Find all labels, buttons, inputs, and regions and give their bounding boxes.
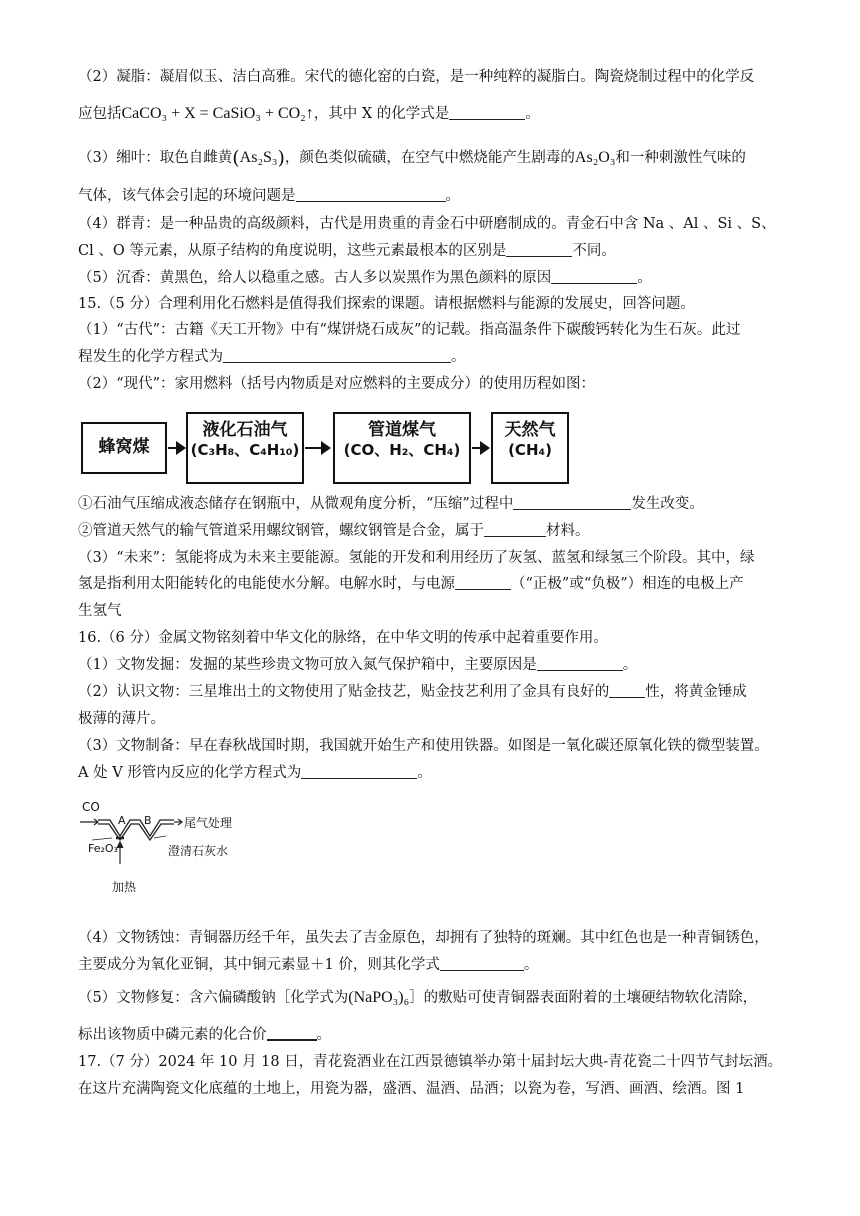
text: （5）沉香：黄黑色，给人以稳重之感。古人多以炭黑作为黑色颜料的原因 (78, 270, 552, 286)
text: ，其中 X 的化学式是 (313, 106, 450, 122)
label-b: B (144, 814, 152, 827)
flow-label: 液化石油气 (202, 420, 288, 440)
label-fe2o3: Fe₂O₃ (88, 842, 118, 855)
answer-blank[interactable] (455, 575, 511, 590)
q15-part3-line1: （3）“未来”：氢能将成为未来主要能源。氢能的开发和利用经历了灰氢、蓝氢和绿氢三个阶段。其中，绿 (78, 550, 755, 566)
answer-blank[interactable] (537, 656, 623, 671)
answer-blank[interactable] (506, 242, 572, 257)
label-limewater: 澄清石灰水 (168, 844, 229, 858)
label-tail-gas: 尾气处理 (184, 816, 233, 830)
flow-formula: (C₃H₈、C₄H₁₀) (190, 441, 300, 459)
text: 气体，该气体会引起的环境问题是 (78, 188, 296, 204)
q15-part1-line2 (78, 347, 466, 367)
text: ①石油气压缩成液态储存在钢瓶中，从微观角度分析，“压缩”过程中 (78, 496, 514, 512)
q14-part3-line2 (78, 186, 460, 206)
text: 材料。 (546, 523, 590, 539)
q16-part5-line2 (78, 1025, 331, 1045)
flow-arrow (168, 447, 184, 449)
q14-part4-line2 (78, 241, 616, 261)
flow-formula: (CO、H₂、CH₄) (343, 441, 461, 459)
text: 。 (451, 349, 466, 365)
text: 标出该物质中磷元素的化合价 (78, 1027, 267, 1043)
text: 。 (445, 188, 460, 204)
text: 程发生的化学方程式为 (78, 349, 223, 365)
flow-arrow (305, 447, 329, 449)
q16-part2-line2: 极薄的薄片。 (78, 711, 165, 727)
answer-blank[interactable] (484, 522, 546, 537)
text: 发生改变。 (631, 496, 704, 512)
text: A 处 V 形管内反应的化学方程式为 (78, 765, 302, 781)
text: （“正极”或“负极”）相连的电极上产 (511, 576, 744, 592)
answer-blank[interactable] (296, 187, 446, 202)
text: 主要成分为氧化亚铜，其中铜元素显＋1 价，则其化学式 (78, 957, 440, 973)
text: ②管道天然气的输气管道采用螺纹钢管，螺纹钢管是合金，属于 (78, 523, 484, 539)
answer-blank[interactable] (449, 105, 525, 120)
q14-part3-line1: （3）缃叶：取色自雌黄(As₂S₃)，颜色类似硫磺，在空气中燃烧能产生剧毒的As₂O₃和一种刺激性气味的 (78, 147, 746, 169)
text: 不同。 (572, 243, 616, 259)
q17-line2: 在这片充满陶瓷文化底蕴的土地上，用瓷为器，盛酒、温酒、品酒；以瓷为卷，写酒、画酒、绘酒。图 1 (78, 1081, 745, 1097)
answer-blank[interactable] (440, 956, 524, 971)
text: ，颜色类似硫磺，在空气中燃烧能产生剧毒的 (284, 150, 575, 166)
formula: As₂S₃ (239, 149, 278, 166)
q16-part4-line1: （4）文物锈蚀：青铜器历经千年，虽失去了吉金原色，却拥有了独特的斑斓。其中红色也是一种青铜锈色， (78, 930, 769, 946)
q15-part2: （2）“现代”：家用燃料（括号内物质是对应燃料的主要成分）的使用历程如图： (78, 376, 596, 392)
flow-arrow (472, 447, 488, 449)
label-co: CO (82, 800, 100, 814)
q16-part3-line2 (78, 763, 432, 783)
flow-box-honeycomb-coal (81, 422, 167, 474)
q16-title: 16.（6 分）金属文物铭刻着中华文化的脉络，在中华文明的传承中起着重要作用。 (78, 630, 608, 646)
text: （1）文物发掘：发掘的某些珍贵文物可放入氮气保护箱中，主要原因是 (78, 657, 537, 673)
q14-part2-line2 (78, 104, 540, 124)
text: 和一种刺激性气味的 (615, 150, 746, 166)
equation: CaCO₃ + X = CaSiO₃ + CO₂↑ (121, 105, 314, 122)
formula: As₂O₃ (574, 149, 616, 166)
text: （2）认识文物：三星堆出土的文物使用了贴金技艺，贴金技艺利用了金具有良好的 (78, 684, 610, 700)
formula: (NaPO₃)₆ (348, 989, 410, 1006)
text: （3）缃叶：取色自雌黄 (78, 150, 233, 166)
q15-sub1 (78, 494, 704, 514)
text: 。 (622, 657, 638, 673)
answer-blank[interactable] (223, 348, 451, 363)
q16-part3-line1: （3）文物制备：早在春秋战国时期，我国就开始生产和使用铁器。如图是一氧化碳还原氧化铁的微型装置。 (78, 738, 769, 754)
q14-part4-line1: （4）群青：是一种品贵的高级颜料，古代是用贵重的青金石中研磨制成的。青金石中含 Na 、Al 、Si 、S、 (78, 216, 776, 232)
q15-sub2 (78, 521, 590, 541)
q15-title: 15.（5 分）合理利用化石燃料是值得我们探索的课题。请根据燃料与能源的发展史，回答问题。 (78, 296, 695, 312)
text: 。 (525, 106, 540, 122)
answer-blank[interactable] (609, 683, 645, 698)
flow-label: 管道煤气 (368, 420, 436, 440)
text: 。 (316, 1027, 331, 1043)
q14-part2-line1: （2）凝脂：凝眉似玉、洁白高雅。宋代的德化窑的白瓷，是一种纯粹的凝脂白。陶瓷烧制过程中的化学反 (78, 69, 755, 85)
q16-part2-line1 (78, 682, 747, 702)
label-a: A (118, 814, 126, 827)
answer-blank[interactable] (513, 495, 631, 510)
text: ］的敷贴可使青铜器表面附着的土壤硬结物软化清除， (409, 990, 758, 1006)
q14-part5 (78, 268, 652, 288)
co-reduction-apparatus (78, 798, 258, 898)
flow-label: 蜂窝煤 (98, 437, 150, 457)
answer-blank[interactable] (551, 269, 637, 284)
q17-line1: 17.（7 分）2024 年 10 月 18 日，青花瓷酒业在江西景德镇举办第十届封坛大典-青花瓷二十四节气封坛酒。 (78, 1054, 783, 1070)
text: 。 (523, 957, 539, 973)
flow-box-pipe-gas (333, 412, 471, 484)
flow-formula: (CH₄) (508, 441, 552, 459)
answer-blank[interactable] (301, 764, 417, 779)
text: （5）文物修复：含六偏磷酸钠［化学式为 (78, 990, 349, 1006)
q16-part4-line2 (78, 955, 538, 975)
q16-part5-line1 (78, 988, 757, 1008)
text: 性，将黄金锤成 (645, 684, 747, 700)
q15-part1-line1: （1）“古代”：古籍《天工开物》中有“煤饼烧石成灰”的记载。指高温条件下碳酸钙转化为生石灰。此过 (78, 322, 741, 338)
q15-part3-line3: 生氢气 (78, 603, 122, 619)
answer-blank[interactable] (267, 1025, 317, 1041)
text: 。 (637, 270, 652, 286)
flow-box-lpg (186, 412, 304, 484)
text: 。 (417, 765, 432, 781)
q15-part3-line2 (78, 574, 744, 594)
q16-part1 (78, 655, 637, 675)
text: 氢是指利用太阳能转化的电能使水分解。电解水时，与电源 (78, 576, 455, 592)
flow-box-natural-gas (491, 412, 569, 484)
text: Cl 、O 等元素，从原子结构的角度说明，这些元素最根本的区别是 (78, 243, 507, 259)
text: 应包括 (78, 106, 122, 122)
flow-label: 天然气 (504, 420, 556, 440)
label-heat: 加热 (112, 880, 137, 894)
